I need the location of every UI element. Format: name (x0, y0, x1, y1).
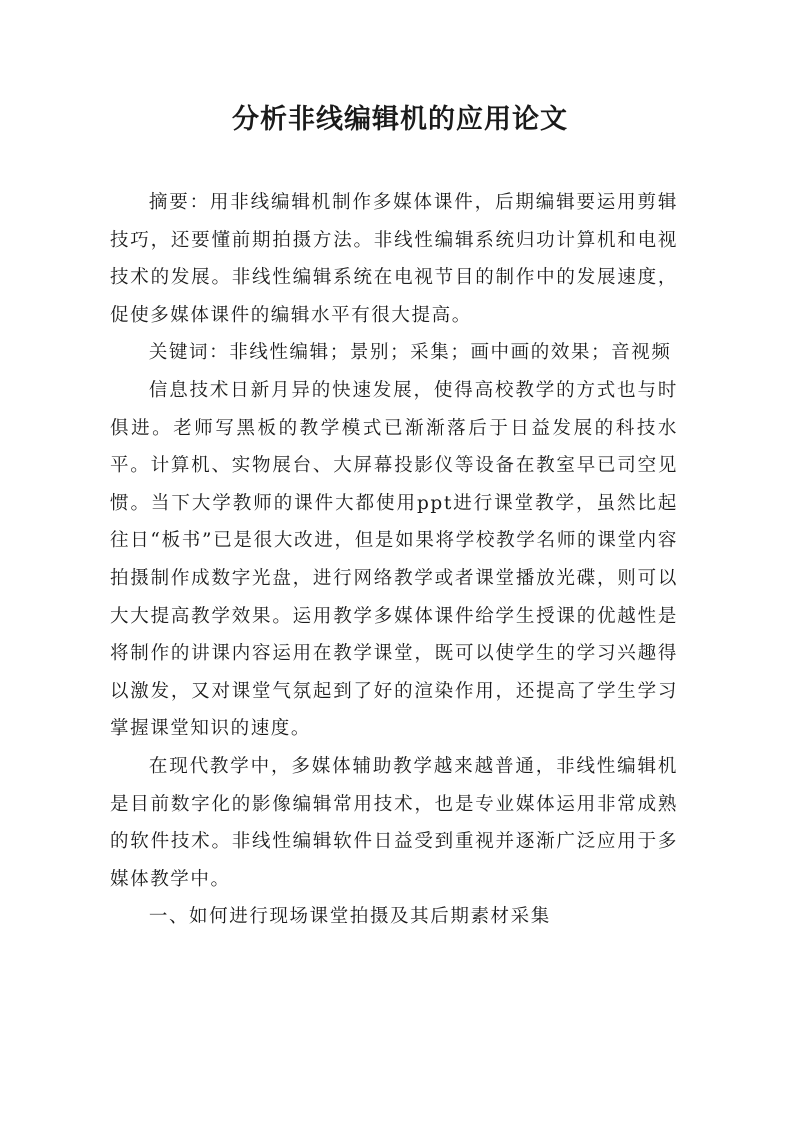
keywords-paragraph: 关键词：非线性编辑；景别；采集；画中画的效果；音视频 (148, 342, 672, 364)
abstract-paragraph: 摘要：用非线编辑机制作多媒体课件，后期编辑要运用剪辑技巧，还要懂前期拍摄方法。非线性编辑系统归功计算机和电视技术的发展。非线性编辑系统在电视节目的制作中的发展速度，促使多媒体课件的编辑水平有很大提高。 (110, 192, 678, 326)
document-title: 分析非线编辑机的应用论文 (232, 104, 568, 135)
body-paragraph: 在现代教学中，多媒体辅助教学越来越普通，非线性编辑机是目前数字化的影像编辑常用技术，也是专业媒体运用非常成熟的软件技术。非线性编辑软件日益受到重视并逐渐广泛应用于多媒体教学中。 (110, 755, 678, 890)
section-heading: 一、如何进行现场课堂拍摄及其后期素材采集 (148, 906, 551, 928)
body-paragraph: 信息技术日新月异的快速发展，使得高校教学的方式也与时俱进。老师写黑板的教学模式已渐渐落后于日益发展的科技水平。计算机、实物展台、大屏幕投影仪等设备在教室早已司空见惯。当下大学教师的课件大都使用ppt进行课堂教学，虽然比起往日“板书”已是很大改进，但是如果将学校教学名师的课堂内容拍摄制作成数字光盘，进行网络教学或者课堂播放光碟，则可以大大提高教学效果。运用教学多媒体课件给学生授课的优越性是将制作的讲课内容运用在教学课堂，既可以使学生的学习兴趣得以激发，又对课堂气氛起到了好的渲染作用，还提高了学生学习掌握课堂知识的速度。 (110, 379, 678, 740)
document-body (110, 184, 678, 936)
